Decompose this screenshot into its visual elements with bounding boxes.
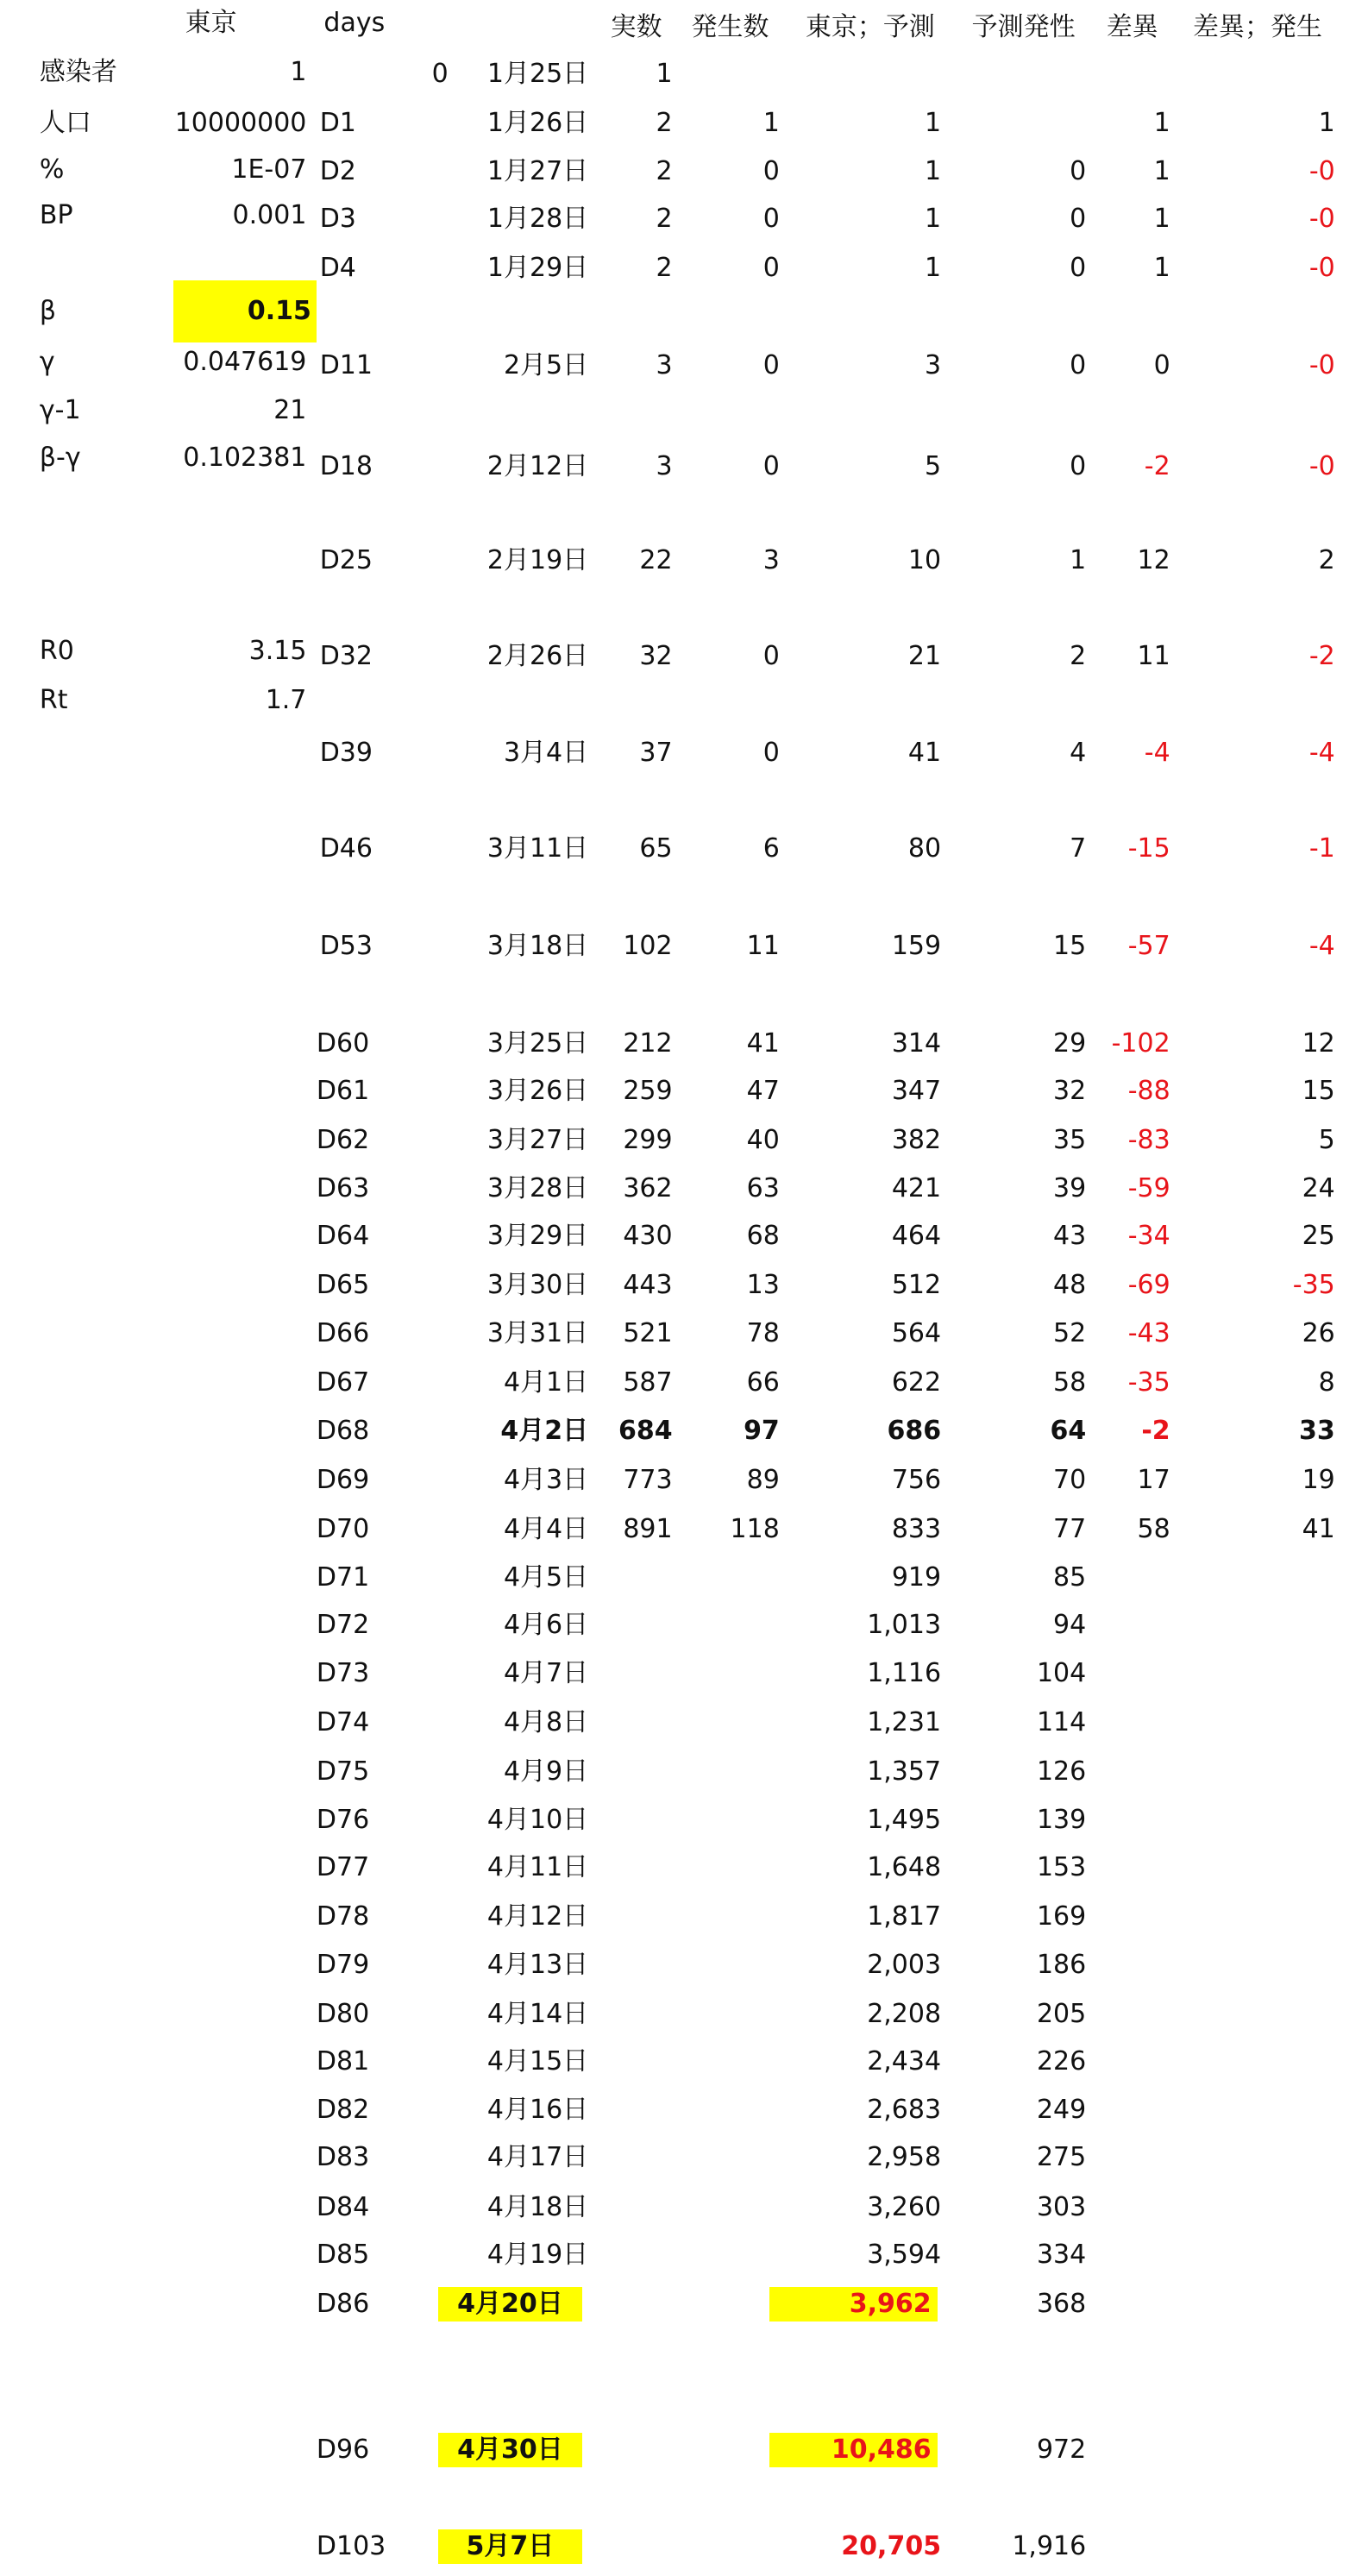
row-predicted-new: 275: [1036, 2142, 1087, 2173]
param-value: 3.15: [248, 635, 307, 666]
row-predicted-new: 1,916: [1012, 2531, 1087, 2562]
row-date: 3月29日: [486, 1221, 589, 1252]
row-date: 2月26日: [486, 640, 589, 671]
row-prediction: 347: [891, 1075, 942, 1106]
row-date: 1月28日: [486, 204, 589, 235]
param-value: 21: [273, 394, 307, 425]
header-predicted-new: 予測発性: [971, 12, 1076, 43]
row-difference: 1: [1153, 253, 1170, 284]
row-prediction: 3,962: [769, 2287, 938, 2322]
row-difference: -2: [1144, 450, 1170, 481]
row-predicted-new: 39: [1053, 1172, 1087, 1203]
row-predicted-new: 64: [1050, 1415, 1087, 1446]
row-difference-new: 12: [1302, 1027, 1335, 1059]
row-predicted-new: 153: [1036, 1851, 1087, 1882]
row-date: 4月18日: [486, 2191, 589, 2222]
row-difference-new: -4: [1308, 738, 1335, 769]
row-difference-new: -0: [1308, 204, 1335, 235]
row-predicted-new: 104: [1036, 1657, 1087, 1688]
row-predicted-new: 114: [1036, 1706, 1087, 1737]
row-actual: 1: [656, 58, 673, 89]
row-difference: -15: [1127, 833, 1170, 864]
row-difference: 17: [1137, 1464, 1170, 1495]
row-difference-new: -0: [1308, 450, 1335, 481]
row-date: 4月4日: [503, 1514, 589, 1545]
row-difference: 1: [1153, 155, 1170, 186]
row-date: 1月29日: [486, 253, 589, 284]
row-difference-new: -2: [1308, 640, 1335, 671]
row-date: 4月20日: [438, 2287, 581, 2322]
row-difference: -83: [1127, 1125, 1170, 1156]
row-new-cases: 63: [746, 1172, 780, 1203]
row-prediction: 1,648: [867, 1851, 942, 1882]
row-actual: 2: [656, 108, 673, 139]
row-prediction: 686: [887, 1415, 942, 1446]
row-day: D2: [319, 155, 356, 186]
row-day: D71: [316, 1561, 370, 1593]
row-predicted-new: 226: [1036, 2046, 1087, 2077]
row-prediction: 10,486: [769, 2433, 938, 2467]
row-day: D103: [316, 2531, 386, 2562]
row-prediction: 1,357: [867, 1756, 942, 1787]
row-prediction: 622: [891, 1367, 942, 1398]
row-date: 4月12日: [486, 1901, 589, 1932]
row-predicted-new: 77: [1053, 1514, 1087, 1545]
row-day: D11: [319, 350, 373, 381]
row-actual: 587: [623, 1367, 673, 1398]
row-prediction: 382: [891, 1125, 942, 1156]
row-date: 4月16日: [486, 2094, 589, 2125]
row-new-cases: 0: [762, 350, 780, 381]
row-prediction: 421: [891, 1172, 942, 1203]
row-day: D67: [316, 1367, 370, 1398]
row-difference: 12: [1137, 544, 1170, 575]
row-prediction: 2,434: [867, 2046, 942, 2077]
row-difference-new: 33: [1299, 1415, 1335, 1446]
row-date: 3月31日: [486, 1317, 589, 1348]
row-prediction: 1,013: [867, 1610, 942, 1641]
row-day: D4: [319, 253, 356, 284]
row-prediction: 919: [891, 1561, 942, 1593]
row-date: 4月11日: [486, 1851, 589, 1882]
param-value: 1: [290, 57, 307, 88]
row-date: 4月2日: [500, 1415, 589, 1446]
row-new-cases: 47: [746, 1075, 780, 1106]
row-prediction: 3: [924, 350, 942, 381]
row-difference-new: 41: [1302, 1514, 1335, 1545]
row-difference: -43: [1127, 1317, 1170, 1348]
row-prediction: 20,705: [841, 2531, 942, 2562]
row-difference: -69: [1127, 1270, 1170, 1301]
header-actual: 実数: [610, 12, 662, 43]
row-predicted-new: 58: [1053, 1367, 1087, 1398]
row-actual: 3: [656, 450, 673, 481]
row-difference-new: -0: [1308, 253, 1335, 284]
row-date: 2月5日: [503, 350, 589, 381]
row-predicted-new: 186: [1036, 1949, 1087, 1980]
row-actual: 259: [623, 1075, 673, 1106]
row-new-cases: 41: [746, 1027, 780, 1059]
row-new-cases: 0: [762, 155, 780, 186]
row-new-cases: 1: [762, 108, 780, 139]
row-new-cases: 97: [744, 1415, 780, 1446]
row-date: 3月28日: [486, 1172, 589, 1203]
row-day: D64: [316, 1221, 370, 1252]
param-value: 10000000: [174, 108, 307, 139]
row-actual: 362: [623, 1172, 673, 1203]
row-prediction: 10: [907, 544, 942, 575]
row-difference-new: -0: [1308, 350, 1335, 381]
row-new-cases: 78: [746, 1317, 780, 1348]
row-difference-new: -35: [1292, 1270, 1335, 1301]
row-date: 4月17日: [486, 2142, 589, 2173]
row-day: 0: [431, 58, 449, 89]
param-label: R0: [39, 635, 74, 666]
row-predicted-new: 334: [1036, 2240, 1087, 2271]
row-difference-new: 24: [1302, 1172, 1335, 1203]
row-predicted-new: 48: [1053, 1270, 1087, 1301]
row-day: D60: [316, 1027, 370, 1059]
param-label: γ: [39, 347, 55, 378]
row-day: D72: [316, 1610, 370, 1641]
row-difference-new: -4: [1308, 930, 1335, 961]
row-day: D75: [316, 1756, 370, 1787]
row-difference: -102: [1111, 1027, 1170, 1059]
row-prediction: 3,260: [867, 2191, 942, 2222]
row-date: 3月11日: [486, 833, 589, 864]
row-difference: -88: [1127, 1075, 1170, 1106]
row-date: 4月1日: [503, 1367, 589, 1398]
row-prediction: 2,683: [867, 2094, 942, 2125]
row-new-cases: 0: [762, 204, 780, 235]
row-new-cases: 0: [762, 253, 780, 284]
row-difference: -4: [1144, 738, 1170, 769]
header-difference: 差異: [1106, 12, 1158, 43]
row-day: D79: [316, 1949, 370, 1980]
row-prediction: 5: [924, 450, 942, 481]
header-region: 東京: [185, 7, 237, 38]
row-difference-new: 8: [1318, 1367, 1335, 1398]
row-new-cases: 3: [762, 544, 780, 575]
row-predicted-new: 972: [1036, 2434, 1087, 2465]
row-prediction: 41: [907, 738, 942, 769]
row-date: 5月7日: [438, 2529, 581, 2564]
row-day: D70: [316, 1514, 370, 1545]
row-day: D32: [319, 640, 373, 671]
row-prediction: 159: [891, 930, 942, 961]
row-predicted-new: 368: [1036, 2289, 1087, 2320]
row-day: D46: [319, 833, 373, 864]
row-day: D65: [316, 1270, 370, 1301]
row-prediction: 1: [924, 204, 942, 235]
param-label: β: [39, 296, 57, 327]
row-date: 4月15日: [486, 2046, 589, 2077]
row-day: D69: [316, 1464, 370, 1495]
row-prediction: 756: [891, 1464, 942, 1495]
param-label: BP: [39, 200, 73, 231]
row-difference: -2: [1141, 1415, 1170, 1446]
header-tokyo-prediction: 東京；予測: [805, 12, 935, 43]
row-difference-new: -1: [1308, 833, 1335, 864]
row-date: 4月6日: [503, 1610, 589, 1641]
row-prediction: 512: [891, 1270, 942, 1301]
row-actual: 443: [623, 1270, 673, 1301]
row-prediction: 464: [891, 1221, 942, 1252]
row-new-cases: 6: [762, 833, 780, 864]
param-value: 1.7: [265, 685, 307, 716]
row-predicted-new: 4: [1070, 738, 1087, 769]
row-day: D66: [316, 1317, 370, 1348]
row-predicted-new: 32: [1053, 1075, 1087, 1106]
row-predicted-new: 52: [1053, 1317, 1087, 1348]
row-date: 3月26日: [486, 1075, 589, 1106]
row-date: 4月3日: [503, 1464, 589, 1495]
row-actual: 2: [656, 204, 673, 235]
row-day: D82: [316, 2094, 370, 2125]
row-difference-new: 25: [1302, 1221, 1335, 1252]
row-prediction: 1,495: [867, 1804, 942, 1835]
row-day: D85: [316, 2240, 370, 2271]
row-predicted-new: 0: [1070, 253, 1087, 284]
row-predicted-new: 70: [1053, 1464, 1087, 1495]
row-date: 4月10日: [486, 1804, 589, 1835]
row-date: 4月14日: [486, 1999, 589, 2030]
row-actual: 212: [623, 1027, 673, 1059]
header-difference-new: 差異；発生: [1192, 12, 1322, 43]
row-difference: 1: [1153, 204, 1170, 235]
row-predicted-new: 2: [1070, 640, 1087, 671]
row-predicted-new: 15: [1053, 930, 1087, 961]
row-new-cases: 0: [762, 738, 780, 769]
row-predicted-new: 1: [1070, 544, 1087, 575]
row-date: 4月8日: [503, 1706, 589, 1737]
row-prediction: 2,958: [867, 2142, 942, 2173]
row-day: D39: [319, 738, 373, 769]
row-prediction: 1: [924, 155, 942, 186]
row-new-cases: 13: [746, 1270, 780, 1301]
header-new-cases: 発生数: [691, 12, 769, 43]
row-predicted-new: 0: [1070, 450, 1087, 481]
row-day: D83: [316, 2142, 370, 2173]
row-prediction: 80: [907, 833, 942, 864]
row-actual: 2: [656, 253, 673, 284]
row-new-cases: 66: [746, 1367, 780, 1398]
row-predicted-new: 85: [1053, 1561, 1087, 1593]
row-prediction: 1,116: [867, 1657, 942, 1688]
row-predicted-new: 43: [1053, 1221, 1087, 1252]
param-value: 0.001: [232, 200, 307, 231]
row-date: 4月19日: [486, 2240, 589, 2271]
row-date: 3月4日: [503, 738, 589, 769]
row-predicted-new: 0: [1070, 204, 1087, 235]
row-day: D62: [316, 1125, 370, 1156]
param-value: 0.047619: [183, 347, 307, 378]
row-date: 1月27日: [486, 155, 589, 186]
param-value: 0.102381: [183, 443, 307, 474]
param-label: 感染者: [39, 57, 117, 88]
param-label: β-γ: [39, 443, 81, 474]
row-predicted-new: 126: [1036, 1756, 1087, 1787]
param-value: 1E-07: [231, 154, 307, 185]
row-day: D53: [319, 930, 373, 961]
row-day: D74: [316, 1706, 370, 1737]
row-prediction: 1,817: [867, 1901, 942, 1932]
row-actual: 22: [639, 544, 673, 575]
row-date: 3月27日: [486, 1125, 589, 1156]
row-date: 3月18日: [486, 930, 589, 961]
row-predicted-new: 0: [1070, 350, 1087, 381]
row-predicted-new: 35: [1053, 1125, 1087, 1156]
row-prediction: 2,003: [867, 1949, 942, 1980]
row-date: 4月9日: [503, 1756, 589, 1787]
header-days: days: [323, 7, 386, 38]
row-day: D96: [316, 2434, 370, 2465]
row-difference: -57: [1127, 930, 1170, 961]
row-new-cases: 11: [746, 930, 780, 961]
row-difference-new: 2: [1318, 544, 1335, 575]
row-difference: 1: [1153, 108, 1170, 139]
row-day: D25: [319, 544, 373, 575]
row-predicted-new: 205: [1036, 1999, 1087, 2030]
param-label: %: [39, 154, 65, 185]
row-new-cases: 68: [746, 1221, 780, 1252]
row-day: D63: [316, 1172, 370, 1203]
row-difference-new: 19: [1302, 1464, 1335, 1495]
row-day: D73: [316, 1657, 370, 1688]
row-difference-new: -0: [1308, 155, 1335, 186]
row-new-cases: 0: [762, 450, 780, 481]
row-predicted-new: 139: [1036, 1804, 1087, 1835]
row-day: D76: [316, 1804, 370, 1835]
row-predicted-new: 303: [1036, 2191, 1087, 2222]
row-actual: 65: [639, 833, 673, 864]
row-difference: 58: [1137, 1514, 1170, 1545]
param-label: γ-1: [39, 394, 81, 425]
row-day: D3: [319, 204, 356, 235]
row-predicted-new: 29: [1053, 1027, 1087, 1059]
row-date: 4月7日: [503, 1657, 589, 1688]
row-predicted-new: 94: [1053, 1610, 1087, 1641]
row-actual: 299: [623, 1125, 673, 1156]
row-actual: 2: [656, 155, 673, 186]
row-date: 3月30日: [486, 1270, 589, 1301]
row-prediction: 1: [924, 108, 942, 139]
row-date: 4月5日: [503, 1561, 589, 1593]
row-date: 4月30日: [438, 2433, 581, 2467]
row-prediction: 314: [891, 1027, 942, 1059]
param-value: 0.15: [173, 280, 317, 343]
row-difference: 0: [1153, 350, 1170, 381]
row-date: 2月12日: [486, 450, 589, 481]
row-date: 1月25日: [486, 58, 589, 89]
row-actual: 37: [639, 738, 673, 769]
row-actual: 773: [623, 1464, 673, 1495]
row-day: D18: [319, 450, 373, 481]
row-day: D81: [316, 2046, 370, 2077]
row-difference: 11: [1137, 640, 1170, 671]
row-actual: 430: [623, 1221, 673, 1252]
row-difference-new: 15: [1302, 1075, 1335, 1106]
row-actual: 3: [656, 350, 673, 381]
row-predicted-new: 169: [1036, 1901, 1087, 1932]
row-date: 1月26日: [486, 108, 589, 139]
row-actual: 32: [639, 640, 673, 671]
row-difference: -35: [1127, 1367, 1170, 1398]
row-prediction: 3,594: [867, 2240, 942, 2271]
param-label: Rt: [39, 685, 68, 716]
row-day: D78: [316, 1901, 370, 1932]
row-prediction: 2,208: [867, 1999, 942, 2030]
row-predicted-new: 0: [1070, 155, 1087, 186]
row-day: D80: [316, 1999, 370, 2030]
row-actual: 102: [623, 930, 673, 961]
row-prediction: 833: [891, 1514, 942, 1545]
row-prediction: 1,231: [867, 1706, 942, 1737]
row-day: D68: [316, 1415, 370, 1446]
row-day: D77: [316, 1851, 370, 1882]
row-day: D84: [316, 2191, 370, 2222]
param-label: 人口: [39, 108, 91, 139]
row-difference-new: 1: [1318, 108, 1335, 139]
row-day: D86: [316, 2289, 370, 2320]
row-new-cases: 0: [762, 640, 780, 671]
row-date: 4月13日: [486, 1949, 589, 1980]
row-new-cases: 89: [746, 1464, 780, 1495]
row-actual: 684: [618, 1415, 673, 1446]
row-difference-new: 5: [1318, 1125, 1335, 1156]
row-date: 2月19日: [486, 544, 589, 575]
row-difference: -34: [1127, 1221, 1170, 1252]
row-day: D61: [316, 1075, 370, 1106]
row-new-cases: 40: [746, 1125, 780, 1156]
row-new-cases: 118: [730, 1514, 780, 1545]
row-prediction: 1: [924, 253, 942, 284]
row-day: D1: [319, 108, 356, 139]
row-actual: 521: [623, 1317, 673, 1348]
row-difference: -59: [1127, 1172, 1170, 1203]
row-prediction: 564: [891, 1317, 942, 1348]
row-difference-new: 26: [1302, 1317, 1335, 1348]
row-actual: 891: [623, 1514, 673, 1545]
row-predicted-new: 7: [1070, 833, 1087, 864]
row-predicted-new: 249: [1036, 2094, 1087, 2125]
row-prediction: 21: [907, 640, 942, 671]
row-date: 3月25日: [486, 1027, 589, 1059]
